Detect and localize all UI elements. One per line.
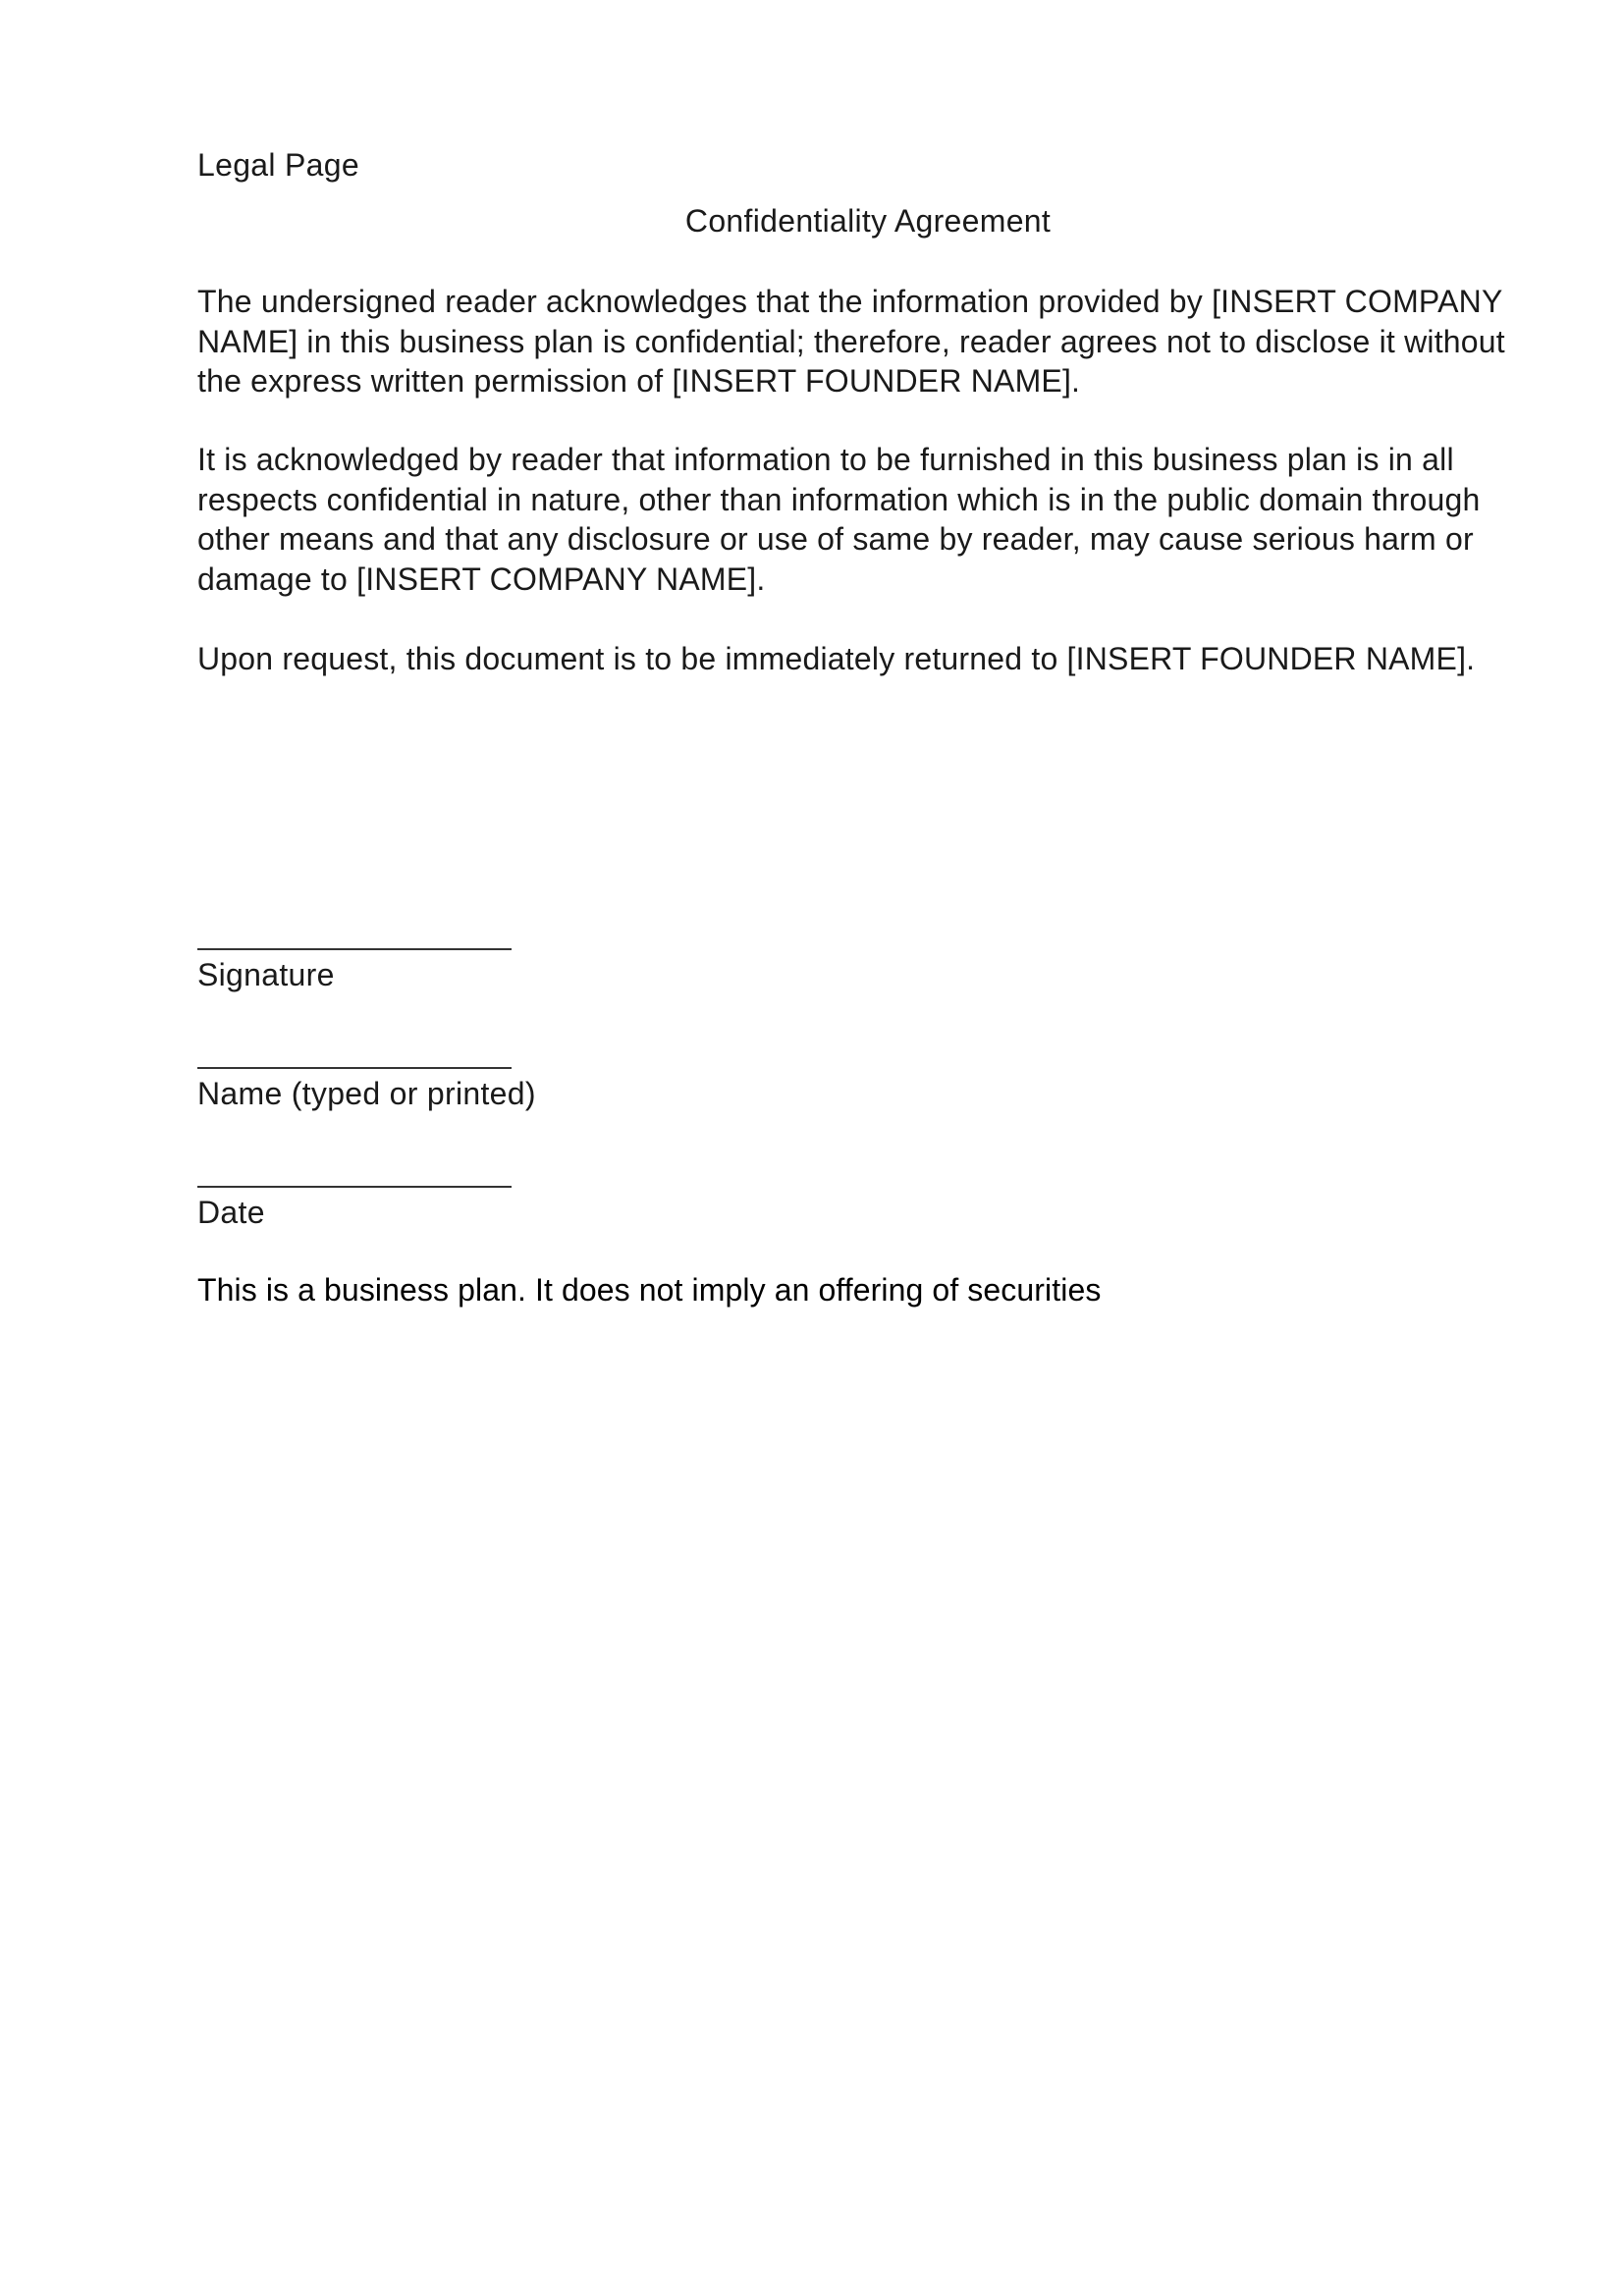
name-label: Name (typed or printed) xyxy=(197,1076,536,1111)
section-label: Legal Page xyxy=(197,147,359,183)
paragraph-acknowledgement: It is acknowledged by reader that information to be furnished in this business plan is in all respects confidential in nature, other than information which is in the public domain through other means and that any disclosure or use of same by reader, may cause serious harm or damage to [INSERT COMPANY NAME]. xyxy=(197,442,1481,597)
date-line xyxy=(197,1186,512,1188)
securities-disclaimer: This is a business plan. It does not imply an offering of securities xyxy=(197,1272,1102,1308)
date-label: Date xyxy=(197,1195,265,1230)
signature-label: Signature xyxy=(197,957,335,992)
signature-line xyxy=(197,948,512,950)
document-title: Confidentiality Agreement xyxy=(684,203,1052,239)
name-line xyxy=(197,1067,512,1069)
paragraph-return-request: Upon request, this document is to be immediately returned to [INSERT FOUNDER NAME]. xyxy=(197,641,1476,676)
paragraph-confidentiality: The undersigned reader acknowledges that the information provided by [INSERT COMPANY NAME] in this business plan is confidential; therefore, reader agrees not to disclose it without the express written permission of [INSERT FOUNDER NAME]. xyxy=(197,284,1505,399)
